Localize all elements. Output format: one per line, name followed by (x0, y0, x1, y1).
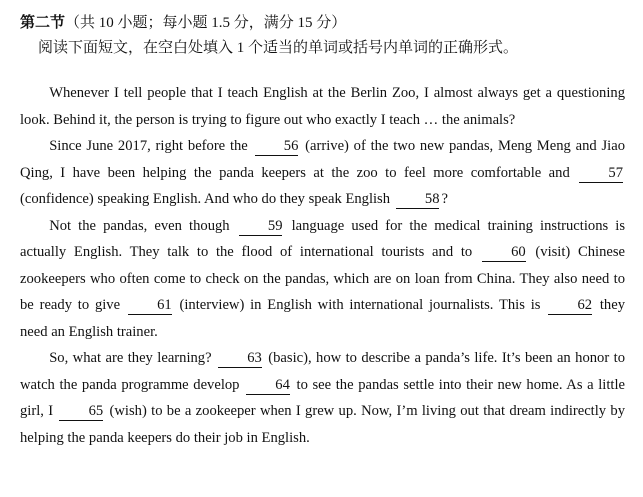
section-scoring-note: （共 10 小题；每小题 1.5 分，满分 15 分） (65, 15, 347, 31)
paragraph-1-text: Whenever I tell people that I teach English at the Berlin Zoo, I almost always get a questioning look. Behind it, the person is trying to figure out who exactly I teach … the animals? (20, 85, 625, 128)
blank-57[interactable]: 57 (579, 165, 623, 183)
paragraph-3-text-b: language used for the medical training instructions is actually English. They talk to the flood of international tourists and to (20, 217, 626, 260)
paragraph-3-text-e: they need an English trainer. (20, 297, 625, 340)
paragraph-4-text-d: (wish) to be a zookeeper when I grew up. Now, I’m living out that dream indirectly by helping the panda keepers do their job in English. (20, 403, 625, 446)
blank-65[interactable]: 65 (59, 403, 103, 421)
passage (20, 80, 625, 451)
paragraph-3-text-a: Not the pandas, even though (49, 217, 230, 234)
paragraph-4-text-a: So, what are they learning? (49, 350, 212, 366)
paragraph-4-text-b: (basic), how to describe a panda’s life. It’s been an honor to watch the panda programme develop (20, 350, 625, 393)
paragraph-2-text-c: (confidence) speaking English. And who do they speak English (20, 191, 391, 207)
blank-59[interactable]: 59 (239, 218, 283, 236)
paragraph-4-text-c: to see the pandas settle into their new home. As a little girl, I (20, 376, 625, 419)
paragraph-3-text-c: (visit) Chinese zookeepers who often come to check on the pandas, which are on loan from China. They also need to be ready to give (20, 244, 625, 313)
paragraph-4 (20, 345, 625, 451)
blank-61[interactable]: 61 (128, 297, 172, 315)
section-header (20, 12, 625, 34)
blank-63[interactable]: 63 (218, 350, 262, 368)
blank-60[interactable]: 60 (482, 244, 526, 262)
blank-62[interactable]: 62 (548, 297, 592, 315)
blank-58[interactable]: 58 (396, 191, 440, 209)
paragraph-3 (20, 213, 625, 346)
blank-64[interactable]: 64 (246, 377, 290, 395)
section-title: 第二节 (20, 15, 66, 31)
blank-56[interactable]: 56 (255, 138, 299, 156)
paragraph-2 (20, 133, 625, 213)
paragraph-3-text-d: (interview) in English with international journalists. This is (179, 297, 541, 313)
paragraph-2-text-d: ? (441, 191, 448, 207)
instruction-text: 阅读下面短文，在空白处填入 1 个适当的单词或括号内单词的正确形式。 (38, 40, 519, 56)
paragraph-2-text-b: (arrive) of the two new pandas, Meng Meng and Jiao Qing, I have been helping the panda keepers at the zoo to feel more comfortable and (20, 138, 625, 181)
paragraph-1 (20, 80, 625, 133)
paragraph-2-text-a: Since June 2017, right before the (49, 138, 248, 154)
